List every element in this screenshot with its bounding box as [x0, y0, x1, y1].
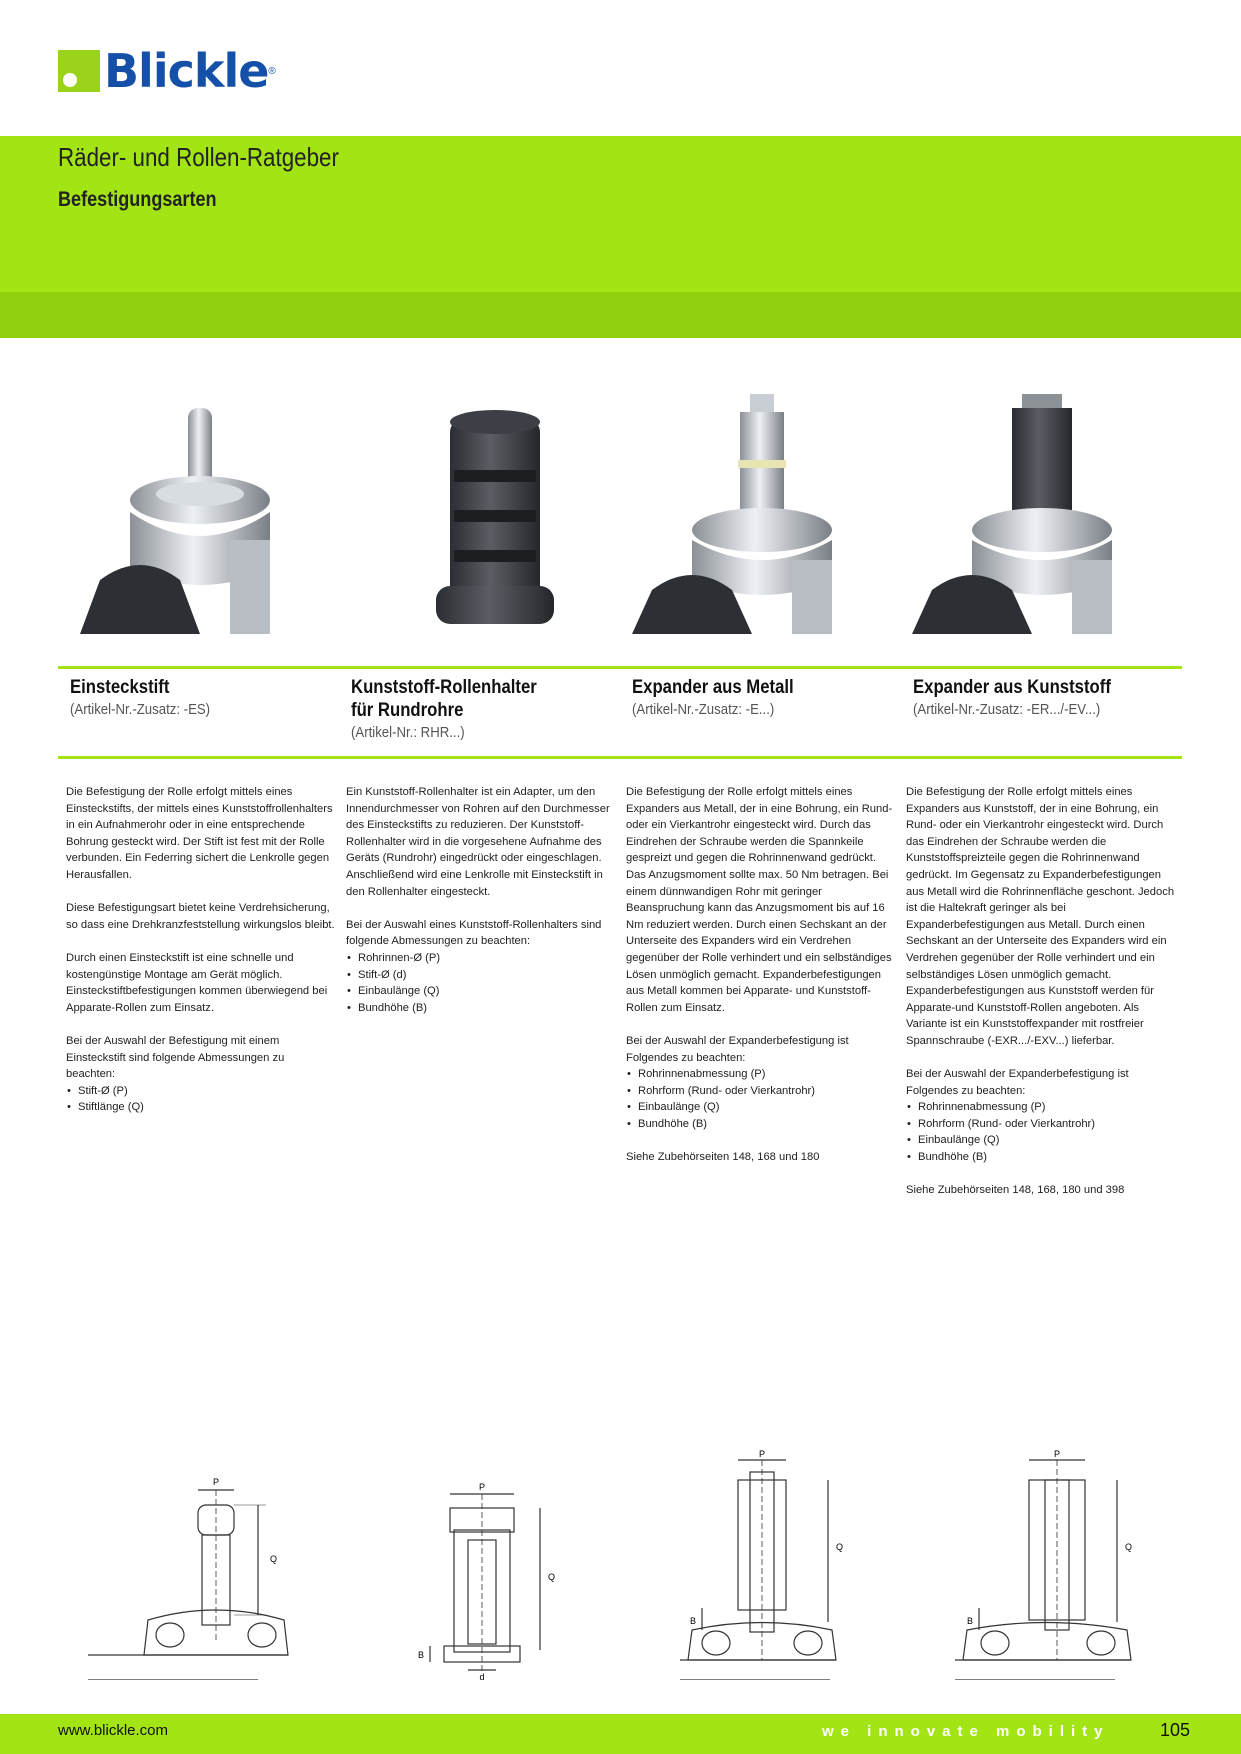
dimension-label-q: Q [270, 1554, 278, 1564]
logo-registered-mark: ® [268, 65, 276, 77]
list-item: • Stift-Ø (d) [346, 967, 616, 984]
column-title: Expander aus Kunststoff [913, 677, 1111, 698]
divider-bottom [58, 756, 1182, 759]
metal-expander-drawing [680, 1450, 930, 1680]
column-title: Kunststoff-Rollenhalter [351, 677, 537, 698]
list-item: • Bundhöhe (B) [626, 1116, 896, 1133]
divider-top [58, 666, 1182, 669]
column-article-code: (Artikel-Nr.-Zusatz: -E...) [632, 701, 775, 718]
dimension-label-p: P [212, 1477, 220, 1487]
column-heading-einsteckstift [70, 676, 340, 718]
rollenhalter-drawing [410, 1450, 660, 1680]
list-item: • Einbaulänge (Q) [346, 983, 616, 1000]
dimension-label-q: Q [1125, 1542, 1133, 1552]
column-body-expander-kunststoff [906, 784, 1176, 1199]
logo-mark-icon [58, 50, 100, 92]
body-paragraph: Durch einen Einsteckstift ist eine schnelle und kostengünstige Montage am Gerät möglich. Einsteckstiftbefestigungen kommen überwiegend bei Apparate-Rollen zum Einsatz. [66, 951, 328, 1014]
body-paragraph: Bei der Auswahl der Expanderbefestigung ist Folgendes zu beachten: [906, 1068, 1129, 1097]
metal-expander-photo [632, 390, 872, 634]
column-article-code: (Artikel-Nr.-Zusatz: -ES) [70, 701, 211, 718]
list-item: • Einbaulänge (Q) [906, 1132, 1176, 1149]
page-title: Räder- und Rollen-Ratgeber [58, 142, 339, 172]
body-paragraph: Bei der Auswahl der Befestigung mit einem Einsteckstift sind folgende Abmessungen zu beachten: [66, 1034, 285, 1081]
page-number: 105 [1160, 1720, 1191, 1740]
swivel-stem-photo [70, 390, 310, 634]
body-paragraph: Bei der Auswahl der Expanderbefestigung ist Folgendes zu beachten: [626, 1034, 849, 1064]
body-paragraph: Die Befestigung der Rolle erfolgt mittels eines Expanders aus Kunststoff, der in eine Bohrung, ein Rund- oder ein Vierkantrohr eingesteckt wird. Durch das Eindrehen der Schraube werden die Kunststoffspreizteile gegen die Rohrinnenwand gedrückt. Im Gegensatz zu Expanderbefestigungen aus Metall wird die Rohrinnenfläche geschont. Jedoch ist die Haltekraft geringer als bei Expanderbefestigungen aus Metall. Durch einen Sechskant an der Unterseite des Expanders wird ein Verdrehen gegenüber der Rolle verhindert und ein selbständiges Lösen unmöglich gemacht. Expanderbefestigungen aus Kunststoff werden für Apparate-und Kunststoff-Rollen angeboten. Als Variante ist ein Kunststoffexpander mit rostfreier Spannschraube (-EXR.../-EXV...) lieferbar. [906, 786, 1175, 1047]
column-article-code: (Artikel-Nr.-Zusatz: -ER.../-EV...) [913, 701, 1101, 718]
body-paragraph: Die Befestigung der Rolle erfolgt mittels eines Expanders aus Metall, der in eine Bohrung, ein Rund- oder ein Vierkantrohr eingesteckt wird. Durch das Eindrehen der Schraube werden die Spannkeile gespreizt und gegen die Rohrinnenwand gedrückt. Das Anzugsmoment sollte max. 50 Nm betragen. Bei einem dünnwandigen Rohr mit geringer Beanspruchung kann das Anzugsmoment bis auf 16 Nm reduziert werden. Durch einen Sechskant an der Unterseite des Expanders wird ein Verdrehen gegenüber der Rolle verhindert und ein selbständiges Lösen unmöglich gemacht. Expanderbefestigungen aus Metall kommen bei Apparate- und Kunststoff-Rollen zum Einsatz. [626, 786, 893, 1014]
dimension-label-p: P [758, 1450, 766, 1459]
column-body-einsteckstift [66, 784, 336, 1132]
dimension-label-b: B [967, 1616, 974, 1626]
dimension-list [626, 1066, 896, 1132]
einsteckstift-drawing [88, 1450, 338, 1680]
column-title: Einsteckstift [70, 677, 170, 698]
plastic-expander-drawing [955, 1450, 1205, 1680]
column-title: Expander aus Metall [632, 677, 794, 698]
plastic-holder-photo [370, 390, 610, 634]
body-paragraph: Ein Kunststoff-Rollenhalter ist ein Adapter, um den Innendurchmesser von Rohren auf den Durchmesser des Einsteckstifts zu reduzieren. Der Kunststoff-Rollenhalter wird in die vorgesehene Aufnahme des Geräts (Rundrohr) eingedrückt oder eingeschlagen. Anschließend wird eine Lenkrolle mit Einsteckstift in den Rollenhalter eingesteckt. [346, 786, 610, 898]
list-item: • Bundhöhe (B) [906, 1149, 1176, 1166]
body-paragraph: Die Befestigung der Rolle erfolgt mittels eines Einsteckstifts, der mittels eines Kunststoffrollenhalters in ein Aufnahmerohr oder in eine entsprechende Bohrung gesteckt wird. Der Stift ist fest mit der Rolle verbunden. Ein Federring sichert die Lenkrolle gegen Herausfallen. [66, 786, 333, 881]
accessory-reference: Siehe Zubehörseiten 148, 168 und 180 [626, 1151, 820, 1164]
logo-text: Blickle [104, 44, 269, 98]
list-item: • Bundhöhe (B) [346, 1000, 616, 1017]
footer-slogan: we innovate mobility [822, 1723, 1110, 1740]
column-article-code: (Artikel-Nr.: RHR...) [351, 724, 465, 741]
body-paragraph: Diese Befestigungsart bietet keine Verdrehsicherung, so dass eine Drehkranzfeststellung wirkungslos bleibt. [66, 902, 335, 931]
dimension-label-b: B [690, 1616, 697, 1626]
column-heading-rollenhalter [351, 676, 621, 741]
dimension-list [66, 1083, 336, 1116]
column-heading-expander-kunststoff [913, 676, 1183, 718]
column-body-rollenhalter [346, 784, 616, 1033]
header-band-dark [0, 292, 1241, 338]
dimension-label-q: Q [548, 1572, 556, 1582]
dimension-label-b: B [418, 1650, 425, 1660]
list-item: • Einbaulänge (Q) [626, 1099, 896, 1116]
column-body-expander-metall [626, 784, 896, 1166]
dimension-list [906, 1099, 1176, 1165]
list-item: • Rohrinnenabmessung (P) [906, 1099, 1176, 1116]
list-item: • Rohrinnenabmessung (P) [626, 1066, 896, 1083]
column-heading-expander-metall [632, 676, 902, 718]
body-paragraph: Bei der Auswahl eines Kunststoff-Rollenhalters sind folgende Abmessungen zu beachten: [346, 918, 602, 948]
dimension-label-q: Q [836, 1542, 844, 1552]
dimension-label-p: P [478, 1482, 486, 1492]
dimension-list [346, 950, 616, 1016]
list-item: • Rohrform (Rund- oder Vierkantrohr) [626, 1083, 896, 1100]
plastic-expander-photo [912, 390, 1152, 634]
list-item: • Rohrform (Rund- oder Vierkantrohr) [906, 1116, 1176, 1133]
column-title-line2: für Rundrohre [351, 700, 464, 721]
dimension-label-d: d [479, 1672, 485, 1680]
footer-website-link[interactable]: www.blickle.com [58, 1722, 169, 1739]
list-item: • Stiftlänge (Q) [66, 1099, 336, 1116]
blickle-logo [58, 44, 276, 98]
list-item: • Rohrinnen-Ø (P) [346, 950, 616, 967]
list-item: • Stift-Ø (P) [66, 1083, 336, 1100]
page-subtitle: Befestigungsarten [58, 188, 217, 211]
dimension-label-p: P [1053, 1450, 1061, 1459]
accessory-reference: Siehe Zubehörseiten 148, 168, 180 und 398 [906, 1184, 1125, 1197]
